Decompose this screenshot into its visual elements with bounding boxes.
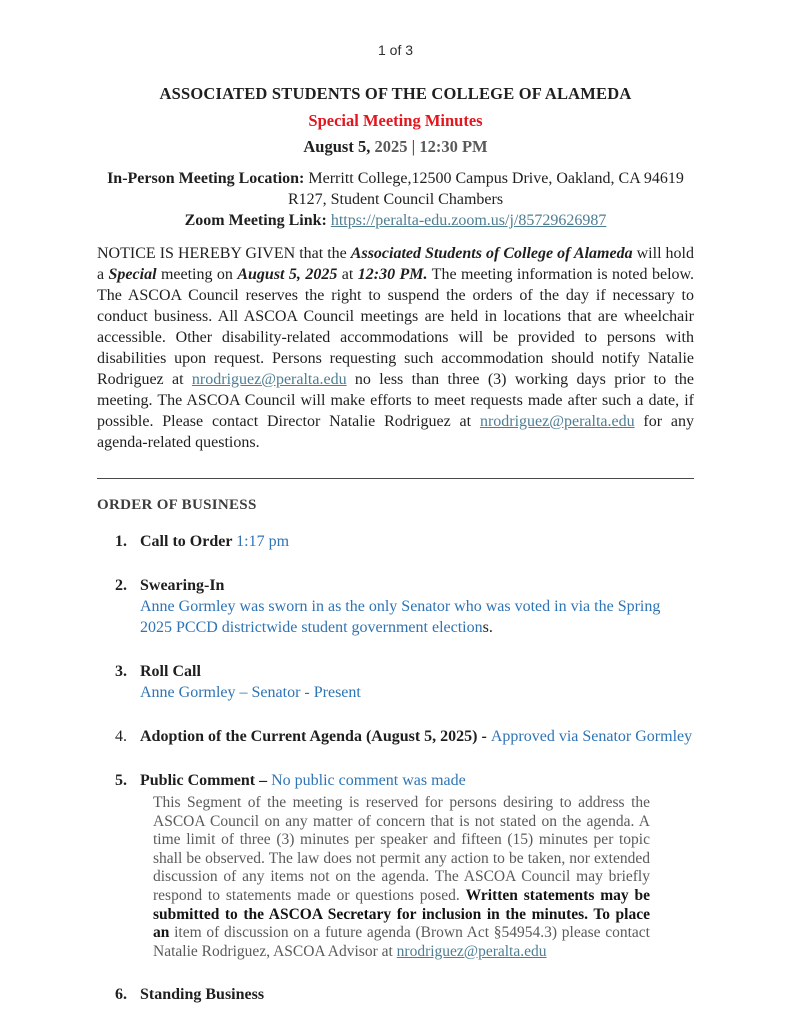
public-comment-policy-paragraph — [153, 794, 650, 961]
agenda-item-call-to-order — [97, 531, 694, 552]
notice-text: at — [337, 266, 358, 283]
location-line-2: R127, Student Council Chambers — [287, 191, 504, 208]
agenda-item-number: 3. — [115, 663, 127, 680]
zoom-link-label: Zoom Meeting Link: — [184, 212, 327, 229]
policy-text: item of discussion on a future agenda (Brown Act §54954.3) please contact Natalie Rodriguez, ASCOA Advisor at — [153, 924, 650, 960]
agenda-item-number: 2. — [115, 577, 127, 594]
agenda-item-roll-call — [97, 661, 694, 703]
roll-call-attendance: Anne Gormley – Senator - Present — [140, 684, 361, 701]
notice-text: for any agenda-related questions. — [97, 413, 694, 451]
location-value: Merritt College,12500 Campus Drive, Oakland, CA 94619 — [304, 170, 684, 187]
section-divider — [97, 478, 694, 479]
org-title: ASSOCIATED STUDENTS OF THE COLLEGE OF ALAMEDA — [159, 84, 632, 103]
agenda-item-title: Standing Business — [140, 986, 265, 1004]
agenda-item-public-comment — [97, 770, 694, 961]
public-comment-result: No public comment was made — [271, 772, 466, 789]
notice-time-emphasis: 12:30 PM. — [357, 266, 428, 283]
notice-special-emphasis: Special — [108, 266, 157, 283]
zoom-link-line — [97, 210, 694, 231]
agenda-item-swearing-in — [97, 575, 694, 638]
notice-text: meeting on — [156, 266, 238, 283]
public-comment-heading — [140, 770, 694, 791]
page-number: 1 of 3 — [377, 42, 414, 58]
notice-text: NOTICE IS HEREBY GIVEN that the — [97, 245, 351, 262]
policy-text: This Segment of the meeting is reserved for persons desiring to address the ASCOA Council on any matter of concern that is not stated on the agenda. A time limit of three (3) minutes per speaker and fifteen (15) minutes per topic shall be observed. The law does not permit any action to be taken, nor extended discussion of any items not on the agenda. The ASCOA Council may briefly respond to statements made or questions posed. — [153, 794, 650, 904]
agenda-item-title: Adoption of the Current Agenda (August 5, 2025) - — [140, 728, 491, 745]
adoption-result: Approved via Senator Gormley — [490, 728, 693, 745]
location-line-1 — [97, 168, 694, 189]
swearing-in-note — [140, 596, 694, 638]
swearing-in-note-tail: s. — [482, 619, 493, 636]
call-to-order-time: 1:17 pm — [236, 533, 290, 550]
location-label: In-Person Meeting Location: — [107, 170, 305, 187]
notice-date-emphasis: August 5, 2025 — [237, 266, 338, 283]
notice-paragraph — [97, 243, 694, 453]
agenda-item-number: 6. — [115, 986, 127, 1004]
meeting-time: 2025 | 12:30 PM — [370, 137, 488, 156]
agenda-item-title: Call to Order — [140, 533, 237, 550]
agenda-item-title: Roll Call — [140, 663, 201, 680]
notice-org-emphasis: Associated Students of College of Alameda — [350, 245, 633, 262]
agenda-list — [97, 531, 694, 1005]
agenda-item-number: 1. — [115, 533, 127, 550]
agenda-item-number: 5. — [115, 772, 127, 789]
agenda-item-title: Public Comment – — [140, 772, 272, 789]
notice-text: will hold a — [97, 245, 694, 283]
notice-text: no less than three (3) working days prior to the meeting. The ASCOA Council will make efforts to meet requests made after such a date, if possible. Please contact Director Natalie Rodriguez at — [97, 371, 694, 430]
meeting-location-block — [97, 168, 694, 231]
zoom-meeting-link[interactable]: https://peralta-edu.zoom.us/j/85729626987 — [330, 212, 607, 229]
agenda-item-standing-business — [97, 984, 694, 1005]
meeting-date: August 5, — [303, 137, 371, 156]
agenda-item-adoption-of-agenda — [97, 726, 694, 747]
policy-emphasis-text: Written statements may be submitted to the ASCOA Secretary for inclusion in the minutes. To place an — [153, 886, 650, 942]
advisor-email-link[interactable]: nrodriguez@peralta.edu — [191, 371, 347, 388]
notice-text: The meeting information is noted below. The ASCOA Council reserves the right to suspend the orders of the day if necessary to conduct business. All ASCOA Council meetings are held in locations that are wheelchair accessible. Other disability-related accommodations will be provided to persons with disabilities upon request. Persons requesting such accommodation should notify Natalie Rodriguez at — [97, 266, 695, 388]
advisor-email-link[interactable]: nrodriguez@peralta.edu — [396, 942, 547, 960]
swearing-in-note-text: Anne Gormley was sworn in as the only Senator who was voted in via the Spring 2025 PCCD districtwide student government election — [140, 598, 661, 636]
advisor-email-link[interactable]: nrodriguez@peralta.edu — [479, 413, 635, 430]
agenda-item-title: Swearing-In — [140, 577, 225, 594]
order-of-business-heading: ORDER OF BUSINESS — [97, 497, 257, 513]
meeting-datetime — [97, 137, 694, 157]
meeting-title: Special Meeting Minutes — [308, 111, 483, 130]
agenda-item-number: 4. — [115, 728, 127, 745]
